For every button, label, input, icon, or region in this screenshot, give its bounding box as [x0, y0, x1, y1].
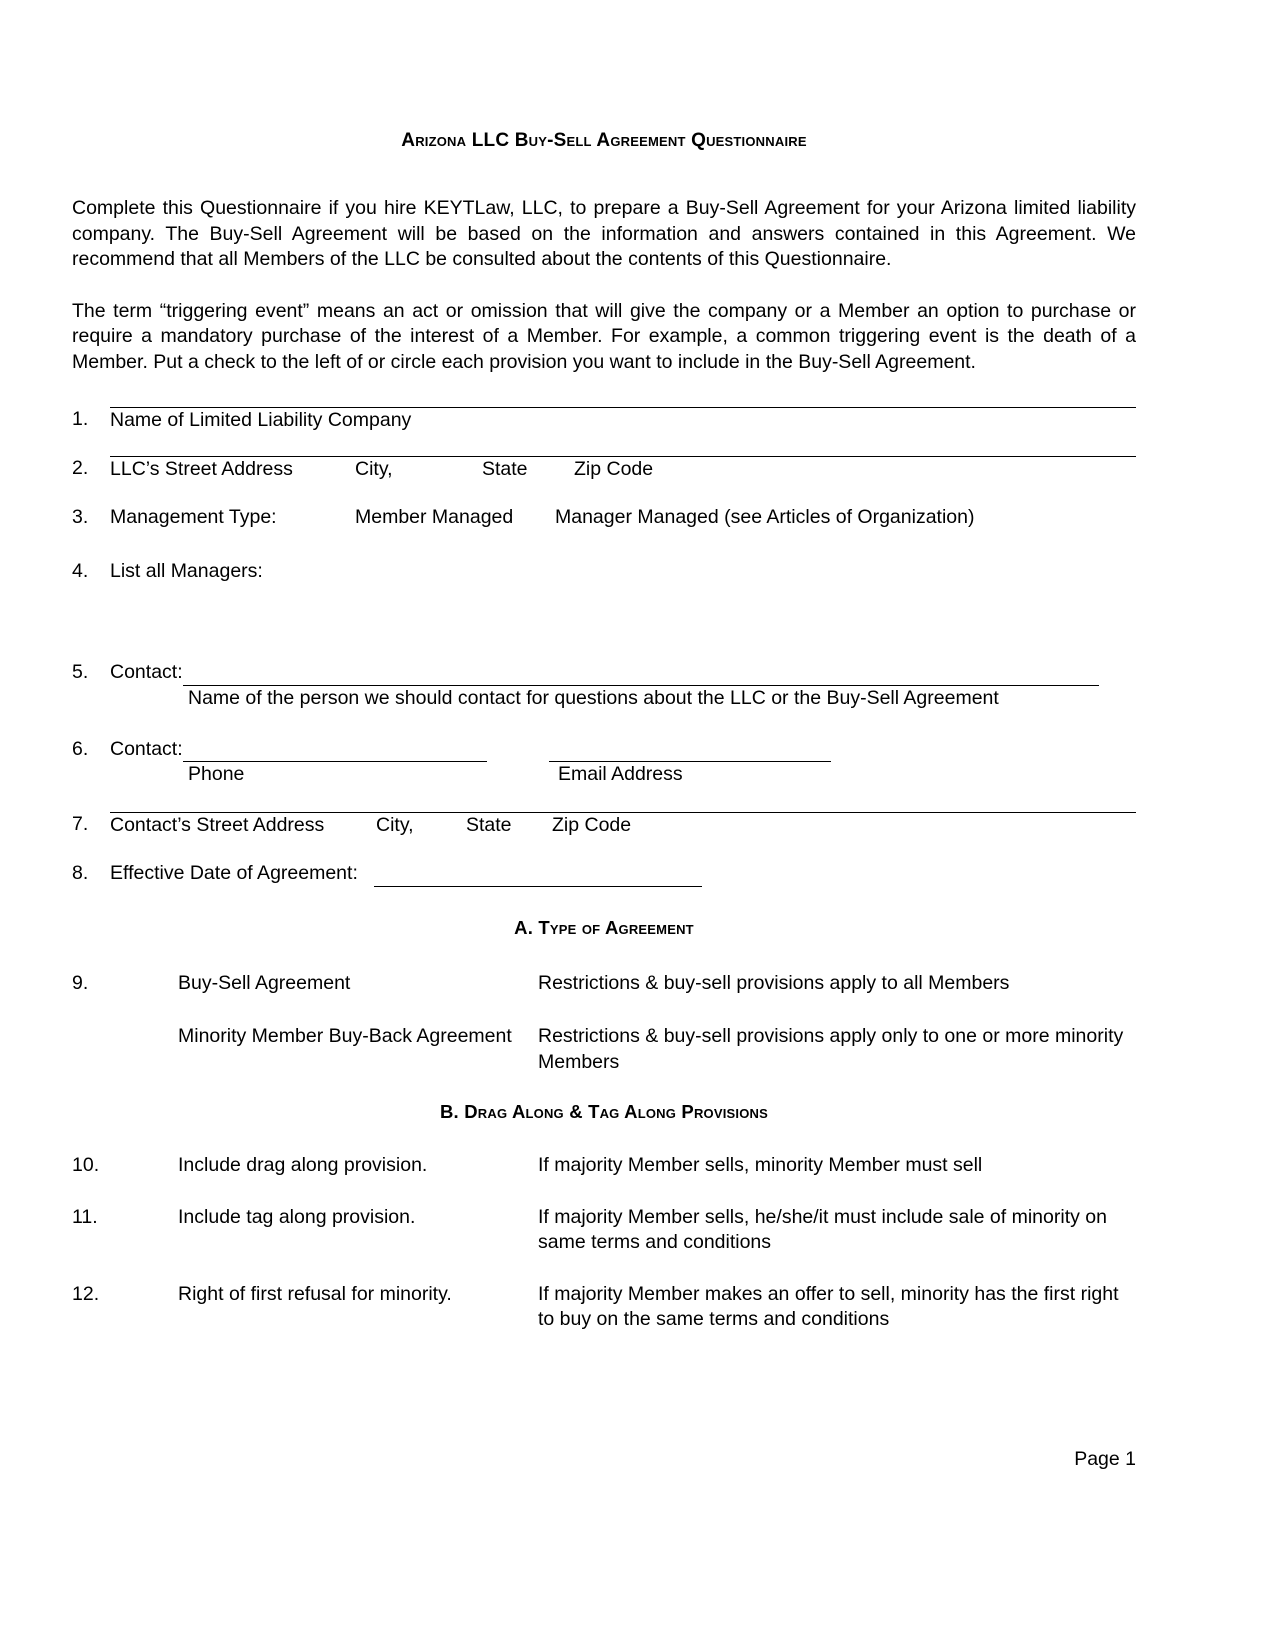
provision-label-tag-along[interactable]: Include tag along provision. [178, 1205, 416, 1228]
provision-number-10: 10. [72, 1154, 100, 1176]
item-number-2: 2. [72, 457, 89, 479]
provision-desc-tag-along: If majority Member sells, he/she/it must include sale of minority on same terms and conditions [538, 1205, 1107, 1253]
item-7-part-zip: Zip Code [552, 814, 632, 836]
item-1-sublabel: Name of Limited Liability Company [110, 409, 412, 431]
management-type-option-manager-managed[interactable]: Manager Managed (see Articles of Organization) [555, 506, 975, 528]
contact-phone-email-label: Contact: [110, 737, 183, 760]
item-number-3: 3. [72, 506, 89, 528]
page-footer: Page 1 [1074, 1448, 1136, 1470]
provision-number-12: 12. [72, 1282, 100, 1305]
item-2-part-zip: Zip Code [574, 458, 654, 480]
contact-phone-input-line[interactable] [183, 743, 487, 762]
form-item-7 [72, 812, 1136, 837]
effective-date-label: Effective Date of Agreement: [110, 862, 358, 884]
intro-paragraph-2: The term “triggering event” means an act or omission that will give the company or a Member an option to purchase or require a mandatory purchase of the interest of a Member. For example, a common triggering event is the death of a Member. Put a check to the left of or circle each provision you want to include in the Buy-Sell Agreement. [72, 299, 1136, 373]
item-number-6: 6. [72, 737, 89, 760]
form-item-8 [72, 861, 1136, 887]
provision-row-11 [72, 1205, 1136, 1256]
provision-row-9b [72, 1024, 1136, 1075]
form-item-2 [72, 456, 1136, 481]
provision-label-buy-sell-agreement[interactable]: Buy-Sell Agreement [178, 971, 351, 994]
management-type-option-member-managed[interactable]: Member Managed [355, 506, 514, 528]
form-item-5 [72, 660, 1136, 710]
form-item-3 [72, 505, 1136, 531]
provision-label-right-first-refusal[interactable]: Right of first refusal for minority. [178, 1282, 452, 1305]
provision-number-11: 11. [72, 1205, 98, 1228]
intro-paragraph-1: Complete this Questionnaire if you hire KEYTLaw, LLC, to prepare a Buy-Sell Agreement for your Arizona limited liability company. The Buy-Sell Agreement will be based on the information and answers contained in this Agreement. We recommend that all Members of the LLC be consulted about the contents of this Questionnaire. [72, 197, 1136, 270]
item-number-7: 7. [72, 813, 89, 835]
provision-row-10 [72, 1153, 1136, 1179]
item-number-8: 8. [72, 862, 89, 884]
document-content [72, 130, 1136, 1333]
page-title: Arizona LLC Buy-Sell Agreement Questionnaire [401, 130, 807, 151]
item-7-sublabel [110, 813, 1136, 837]
provision-row-9 [72, 971, 1136, 997]
item-number-5: 5. [72, 661, 89, 683]
provision-number-9: 9. [72, 971, 89, 994]
item-6-sublabels [188, 762, 1136, 786]
item-7-part-street: Contact’s Street Address [110, 814, 325, 836]
item-6-sublabel-email: Email Address [558, 763, 683, 785]
provision-desc-minority-buy-back: Restrictions & buy-sell provisions apply only to one or more minority Members [538, 1025, 1124, 1073]
item-7-part-state: State [466, 814, 512, 836]
contact-email-input-line[interactable] [549, 743, 831, 762]
item-number-1: 1. [72, 408, 89, 430]
effective-date-input-line[interactable] [374, 868, 702, 887]
item-number-4: 4. [72, 559, 89, 582]
provision-label-minority-buy-back[interactable]: Minority Member Buy-Back Agreement [178, 1025, 512, 1047]
list-managers-label: List all Managers: [110, 559, 263, 582]
contact-name-input-line[interactable] [183, 667, 1099, 686]
item-5-sublabel: Name of the person we should contact for questions about the LLC or the Buy-Sell Agreement [188, 686, 999, 709]
item-2-part-city: City, [355, 458, 393, 480]
provision-label-drag-along[interactable]: Include drag along provision. [178, 1154, 428, 1176]
form-item-4 [72, 559, 1136, 585]
contact-name-label: Contact: [110, 661, 183, 683]
management-type-label: Management Type: [110, 506, 277, 528]
provision-desc-buy-sell-agreement: Restrictions & buy-sell provisions apply to all Members [538, 971, 1010, 994]
form-item-6 [72, 737, 1136, 787]
provision-row-12 [72, 1282, 1136, 1333]
item-2-sublabel [110, 457, 1136, 481]
item-7-part-city: City, [376, 814, 414, 836]
form-item-1 [72, 407, 1136, 432]
section-b-heading: B. Drag Along & Tag Along Provisions [440, 1101, 768, 1122]
item-2-part-street: LLC’s Street Address [110, 458, 293, 480]
provision-desc-right-first-refusal: If majority Member makes an offer to sell, minority has the first right to buy on the same terms and conditions [538, 1282, 1119, 1330]
provision-desc-drag-along: If majority Member sells, minority Member must sell [538, 1154, 983, 1176]
item-2-part-state: State [482, 458, 528, 480]
section-a-heading: A. Type of Agreement [514, 916, 694, 938]
item-6-sublabel-phone: Phone [188, 763, 245, 785]
